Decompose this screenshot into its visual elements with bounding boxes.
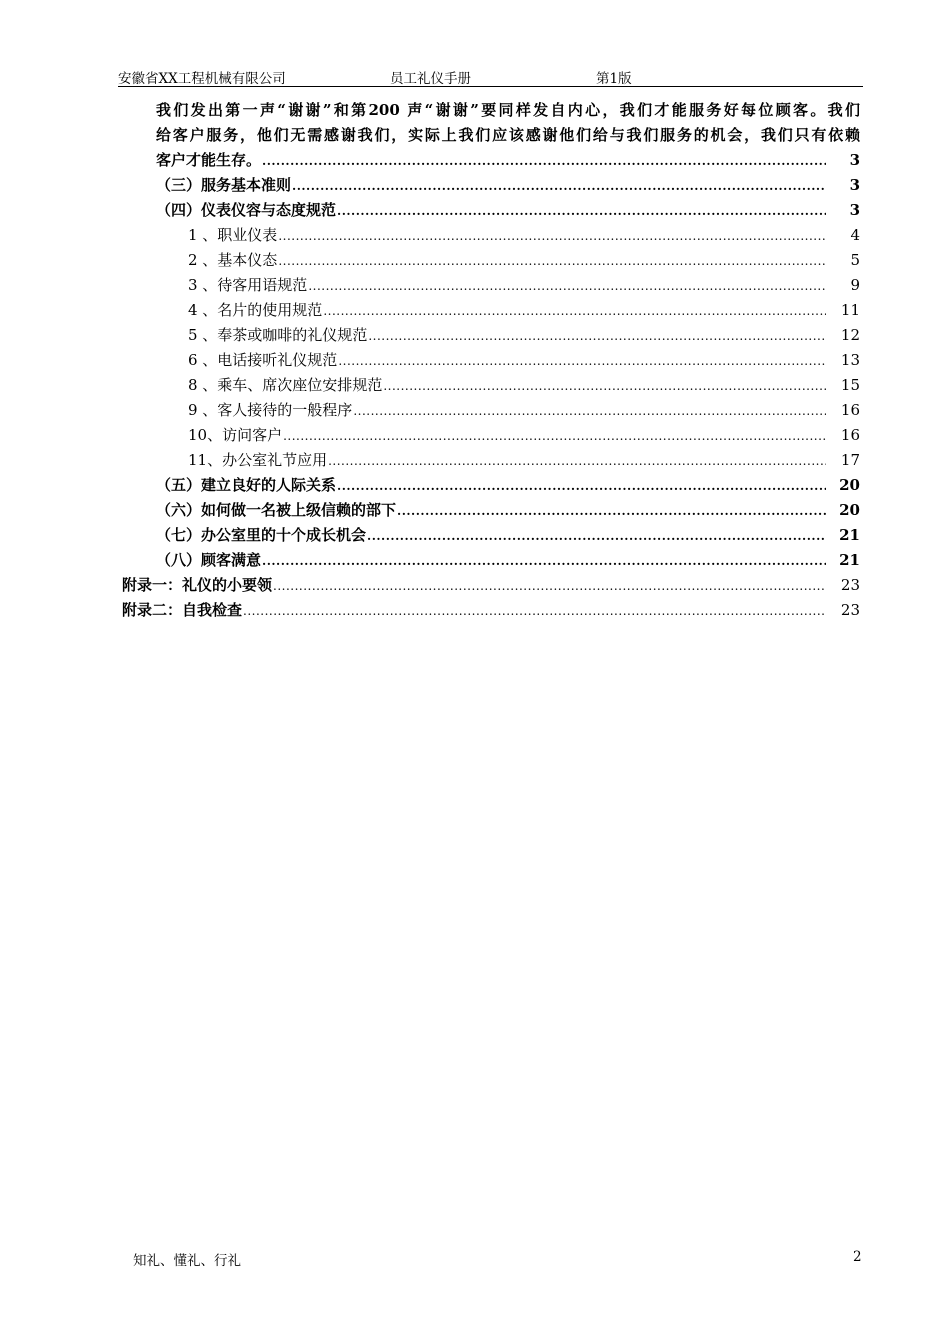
toc-entry[interactable]	[188, 373, 860, 398]
toc-entry[interactable]	[188, 323, 860, 348]
toc-entry-page: 4	[850, 226, 860, 244]
toc-entry-page: 11	[840, 301, 860, 319]
toc-entry[interactable]	[156, 548, 860, 573]
toc-entry[interactable]	[122, 573, 860, 598]
toc-leader-dots	[353, 399, 826, 424]
toc-leader-dots	[338, 349, 826, 374]
toc-leader-dots	[323, 299, 826, 324]
toc-entry-label: 附录二：自我检查	[122, 601, 243, 619]
toc-leader-dots	[273, 574, 826, 599]
toc-entry-page: 21	[839, 551, 860, 569]
toc-entry[interactable]	[188, 348, 860, 373]
header-company: 安徽省XX工程机械有限公司	[118, 71, 286, 87]
toc-leader-dots	[337, 474, 826, 499]
toc-entry-page: 23	[840, 601, 860, 619]
toc-leader-dots	[383, 374, 826, 399]
toc-entry-label: （三）服务基本准则	[156, 176, 292, 194]
toc-leader-dots	[262, 149, 826, 174]
toc-entry-page: 3	[849, 176, 860, 194]
toc-entry-page: 20	[839, 476, 860, 494]
toc-entry[interactable]	[188, 273, 860, 298]
toc-entry-label: 4 、名片的使用规范	[188, 301, 323, 319]
toc-entry[interactable]	[188, 448, 860, 473]
toc-leader-dots	[283, 424, 826, 449]
toc-entry-label: 2 、基本仪态	[188, 251, 278, 269]
toc-entry-page: 23	[840, 576, 860, 594]
toc-entry-label: 1 、职业仪表	[188, 226, 278, 244]
toc-entry-page: 9	[850, 276, 860, 294]
toc-entry[interactable]	[156, 198, 860, 223]
toc-intro-line-2: 给客户服务，他们无需感谢我们，实际上我们应该感谢他们给与我们服务的机会，我们只有依赖	[156, 126, 860, 144]
toc-intro-line-1: 我们发出第一声“谢谢”和第200 声“谢谢”要同样发自内心，我们才能服务好每位顾客。我们	[156, 101, 860, 119]
footer-motto: 知礼、懂礼、行礼	[133, 1253, 241, 1269]
toc-entry-page: 13	[840, 351, 860, 369]
toc-entry-page: 20	[839, 501, 860, 519]
toc-leader-dots	[397, 499, 826, 524]
toc-entry-label: （六）如何做一名被上级信赖的部下	[156, 501, 397, 519]
footer-page-number: 2	[853, 1249, 862, 1265]
toc-leader-dots	[368, 324, 826, 349]
toc-entry[interactable]	[122, 598, 860, 623]
toc-leader-dots	[328, 449, 826, 474]
toc-entry[interactable]	[188, 223, 860, 248]
toc-entry[interactable]	[188, 248, 860, 273]
toc-entry-page: 17	[840, 451, 860, 469]
toc-entry[interactable]	[156, 498, 860, 523]
toc-entry-label: （七）办公室里的十个成长机会	[156, 526, 367, 544]
toc-entry[interactable]	[188, 423, 860, 448]
toc-entry-page: 3	[849, 151, 860, 169]
toc-leader-dots	[292, 174, 826, 199]
toc-entry-label: 8 、乘车、席次座位安排规范	[188, 376, 383, 394]
toc-entry-page: 21	[839, 526, 860, 544]
toc-leader-dots	[337, 199, 826, 224]
header-title: 员工礼仪手册	[390, 71, 471, 87]
toc-entry[interactable]	[156, 523, 860, 548]
page-header	[118, 64, 863, 87]
toc-entry-label: 6 、电话接听礼仪规范	[188, 351, 338, 369]
toc-entry[interactable]	[188, 398, 860, 423]
toc-entry-label: （八）顾客满意	[156, 551, 262, 569]
toc-entry[interactable]	[156, 473, 860, 498]
toc-entry-label: 10、访问客户	[188, 426, 283, 444]
toc-entry-label: 附录一：礼仪的小要领	[122, 576, 273, 594]
toc-leader-dots	[243, 599, 826, 624]
toc-entry-page: 5	[850, 251, 860, 269]
toc-entry-page: 12	[840, 326, 860, 344]
header-version: 第1版	[596, 71, 632, 87]
toc-leader-dots	[308, 274, 826, 299]
toc-entry-label: （五）建立良好的人际关系	[156, 476, 337, 494]
toc-entry-label: 客户才能生存。	[156, 151, 262, 169]
toc-entry[interactable]	[188, 298, 860, 323]
toc-entry-page: 16	[840, 426, 860, 444]
toc-entry[interactable]	[156, 148, 860, 173]
toc-leader-dots	[262, 549, 826, 574]
toc-entry-page: 3	[849, 201, 860, 219]
toc-entry-label: 5 、奉茶或咖啡的礼仪规范	[188, 326, 368, 344]
toc-leader-dots	[367, 524, 826, 549]
toc-entry[interactable]	[156, 173, 860, 198]
toc-leader-dots	[278, 224, 826, 249]
toc-leader-dots	[278, 249, 826, 274]
toc-entry-page: 16	[840, 401, 860, 419]
toc-entry-label: 9 、客人接待的一般程序	[188, 401, 353, 419]
toc-entry-label: 11、办公室礼节应用	[188, 451, 328, 469]
toc-entry-label: （四）仪表仪容与态度规范	[156, 201, 337, 219]
toc-entry-label: 3 、待客用语规范	[188, 276, 308, 294]
toc-entry-page: 15	[840, 376, 860, 394]
